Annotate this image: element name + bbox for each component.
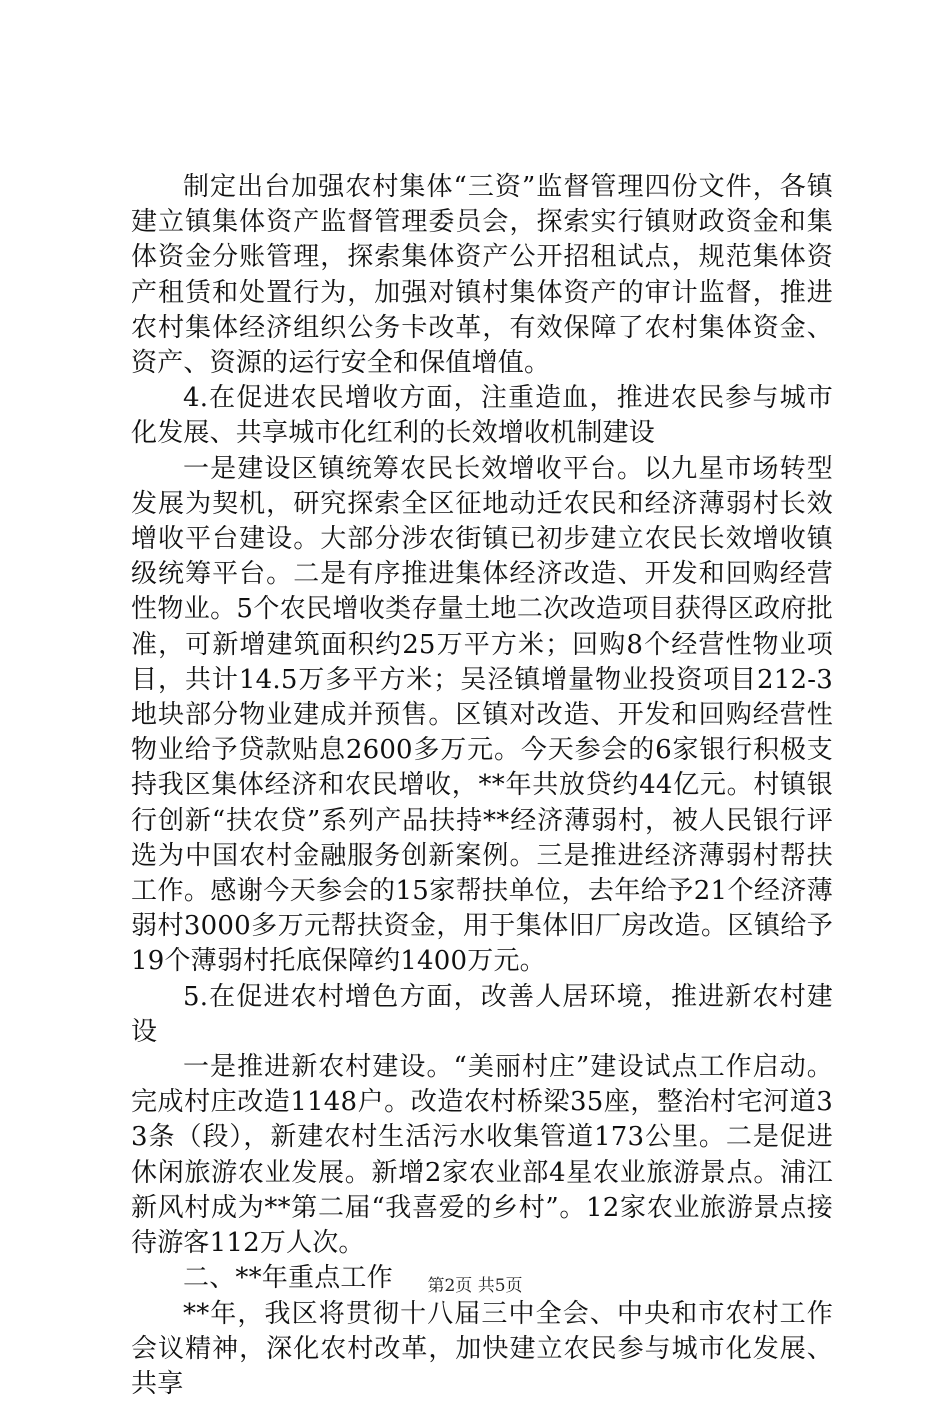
paragraph-new-countryside: 一是推进新农村建设。“美丽村庄”建设试点工作启动。完成村庄改造1148户。改造农村桥梁35座，整治村宅河道33条（段），新建农村生活污水收集管道173公里。二是促进休闲旅游农业发展。新增2家农业部4星农业旅游景点。浦江新风村成为**第二届“我喜爱的乡村”。12家农业旅游景点接待游客112万人次。 xyxy=(131,1050,833,1261)
document-body xyxy=(131,170,833,1402)
heading-rural-improvement: 5.在促进农村增色方面，改善人居环境，推进新农村建设 xyxy=(131,980,833,1050)
heading-farmer-income: 4.在促进农民增收方面，注重造血，推进农民参与城市化发展、共享城市化红利的长效增收机制建设 xyxy=(131,381,833,451)
page-number-footer: 第2页 共5页 xyxy=(0,1271,950,1296)
paragraph-asset-supervision: 制定出台加强农村集体“三资”监督管理四份文件，各镇建立镇集体资产监督管理委员会，探索实行镇财政资金和集体资金分账管理，探索集体资产公开招租试点，规范集体资产租赁和处置行为，加强对镇村集体资产的审计监督，推进农村集体经济组织公务卡改革，有效保障了农村集体资金、资产、资源的运行安全和保值增值。 xyxy=(131,170,833,381)
paragraph-income-platform: 一是建设区镇统筹农民长效增收平台。以九星市场转型发展为契机，研究探索全区征地动迁农民和经济薄弱村长效增收平台建设。大部分涉农街镇已初步建立农民长效增收镇级统筹平台。二是有序推进集体经济改造、开发和回购经营性物业。5个农民增收类存量土地二次改造项目获得区政府批准，可新增建筑面积约25万平方米；回购8个经营性物业项目，共计14.5万多平方米；吴泾镇增量物业投资项目212-3地块部分物业建成并预售。区镇对改造、开发和回购经营性物业给予贷款贴息2600多万元。今天参会的6家银行积极支持我区集体经济和农民增收，**年共放贷约44亿元。村镇银行创新“扶农贷”系列产品扶持**经济薄弱村，被人民银行评选为中国农村金融服务创新案例。三是推进经济薄弱村帮扶工作。感谢今天参会的15家帮扶单位，去年给予21个经济薄弱村3000多万元帮扶资金，用于集体旧厂房改造。区镇给予19个薄弱村托底保障约1400万元。 xyxy=(131,452,833,980)
paragraph-key-work-intro: **年，我区将贯彻十八届三中全会、中央和市农村工作会议精神，深化农村改革，加快建立农民参与城市化发展、共享 xyxy=(131,1297,833,1402)
section-heading-key-work: 二、**年重点工作 xyxy=(131,1261,833,1296)
